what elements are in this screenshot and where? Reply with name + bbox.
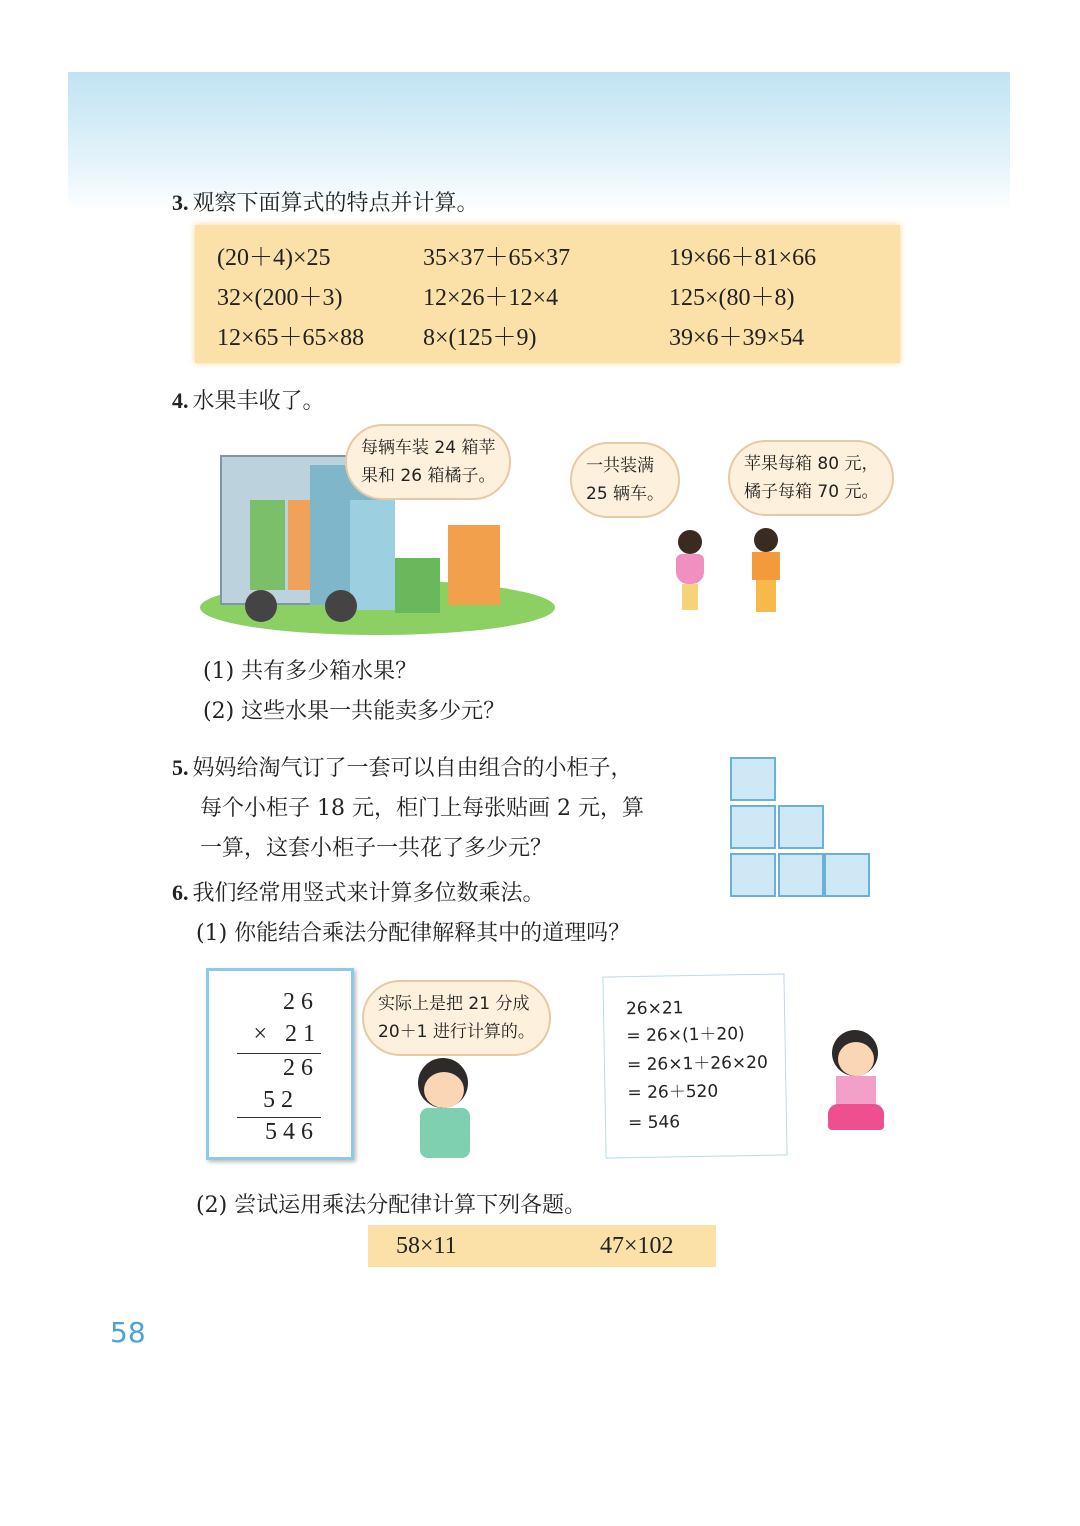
expression: (20＋4)×25 [217, 245, 331, 271]
q4-subquestion-1: (1) 共有多少箱水果？ [203, 659, 418, 684]
vertical-line: × 21 [253, 1021, 321, 1047]
vertical-line: 546 [265, 1119, 319, 1145]
q5-text: 5. 妈妈给淘气订了一套可以自由组合的小柜子， 每个小柜子 18 元，柜门上每张贴画 2 元，算 一算，这套小柜子一共花了多少元？ [172, 755, 644, 861]
step-line: = 26×1＋26×20 [626, 1052, 768, 1076]
exercise: 47×102 [600, 1233, 674, 1259]
expression: 12×26＋12×4 [423, 285, 559, 311]
q4-subquestion-2: (2) 这些水果一共能卖多少元？ [203, 699, 506, 724]
speech-bubble-boy-q6: 实际上是把 21 分成 20＋1 进行计算的。 [362, 980, 551, 1056]
boy-illustration [748, 528, 784, 612]
speech-bubble-truck: 每辆车装 24 箱苹 果和 26 箱橘子。 [345, 424, 511, 500]
q3-expression-box [195, 225, 900, 363]
vertical-line: 26 [283, 989, 319, 1015]
expression: 125×(80＋8) [669, 285, 795, 311]
expression: 32×(200＋3) [217, 285, 343, 311]
step-line: 26×21 [625, 998, 684, 1020]
page-number: 58 [110, 1316, 146, 1349]
vertical-line: 26 [283, 1055, 319, 1081]
girl-pointing-illustration [822, 1030, 892, 1135]
q6-subquestion-1: (1) 你能结合乘法分配律解释其中的道理吗？ [196, 921, 631, 946]
q4-heading: 4. 水果丰收了。 [172, 388, 325, 414]
step-line: = 26×(1＋20) [626, 1024, 745, 1047]
step-line: = 26＋520 [627, 1081, 719, 1104]
speech-bubble-girl: 一共装满 25 辆车。 [570, 442, 680, 518]
expression: 19×66＋81×66 [669, 245, 817, 271]
speech-bubble-boy: 苹果每箱 80 元， 橘子每箱 70 元。 [728, 440, 894, 516]
q6-exercise-box [368, 1225, 716, 1267]
step-line: = 546 [627, 1112, 681, 1134]
vertical-multiplication-card [206, 968, 354, 1160]
expression: 35×37＋65×37 [423, 245, 571, 271]
q6-heading: 6. 我们经常用竖式来计算多位数乘法。 [172, 880, 545, 906]
q6-subquestion-2: (2) 尝试运用乘法分配律计算下列各题。 [196, 1193, 587, 1218]
q3-heading: 3. 观察下面算式的特点并计算。 [172, 190, 479, 216]
girl-illustration [672, 530, 708, 610]
boy-pointing-illustration [410, 1058, 480, 1163]
expression: 8×(125＋9) [423, 325, 537, 351]
distributive-steps-note [602, 973, 787, 1158]
exercise: 58×11 [396, 1233, 457, 1259]
expression: 12×65＋65×88 [217, 325, 365, 351]
expression: 39×6＋39×54 [669, 325, 805, 351]
cabinet-illustration [728, 755, 873, 900]
vertical-line: 52 [263, 1087, 299, 1113]
